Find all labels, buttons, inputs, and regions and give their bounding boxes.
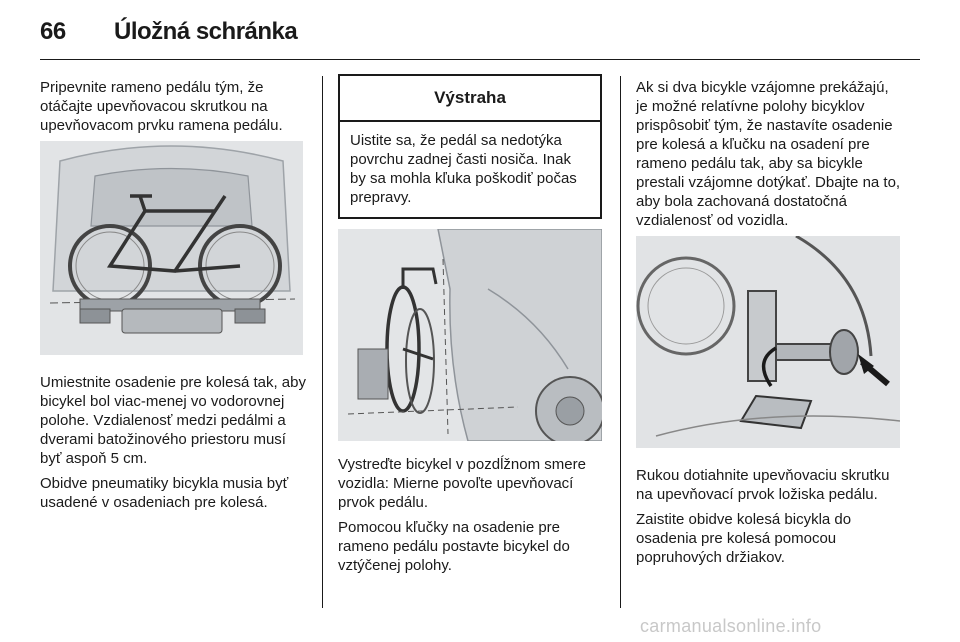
pedal-clamp-drawing <box>636 236 900 448</box>
bike-rear-view-drawing <box>40 141 303 355</box>
paragraph-center-bike: Vystreďte bicykel v pozdĺžnom smere vozidla: Mierne povoľte upevňovací prvok pedálu. <box>338 456 586 511</box>
column-2 <box>338 78 606 581</box>
page-header <box>40 18 920 50</box>
page-number: 66 <box>40 18 66 45</box>
paragraph-attach-pedal-arm: Pripevnite rameno pedálu tým, že otáčajte upevňovacou skrutkou na upevňovacom prvku ramena pedálu. <box>40 79 283 134</box>
paragraph-two-bikes-interfere: Ak si dva bicykle vzájomne prekážajú, je možné relatívne polohy bicyklov prispôsobiť tým, že nastavíte osadenie pre kolesá a kľučku na osadení pre rameno pedálu tak, aby sa bicykle prestali vzájomne dotýkať. Dbajte na to, aby bola zachovaná dostatočná vzdialenosť od vozidla. <box>636 79 901 229</box>
page-title: Úložná schránka <box>114 18 298 45</box>
header-divider <box>40 59 920 60</box>
warning-box <box>338 74 602 219</box>
warning-text: Uistite sa, že pedál sa nedotýka povrchu zadnej časti nosiča. Inak by sa mohla kľuka poškodiť počas prepravy. <box>350 132 577 206</box>
watermark: carmanualsonline.info <box>640 616 822 636</box>
illustration-bike-side-view <box>338 229 602 441</box>
paragraph-secure-wheels: Zaistite obidve kolesá bicykla do osadenia pre kolesá pomocou popruhových držiakov. <box>636 511 852 566</box>
paragraph-tyres-seated: Obidve pneumatiky bicykla musia byť usadené v osadeniach pre kolesá. <box>40 475 289 511</box>
column-3 <box>636 78 904 573</box>
warning-title: Výstraha <box>340 76 600 122</box>
bike-side-view-drawing <box>338 229 602 441</box>
column-1 <box>40 78 308 518</box>
column-divider-1 <box>322 76 323 608</box>
paragraph-upright-position: Pomocou kľučky na osadenie pre rameno pedálu postavte bicykel do vztýčenej polohy. <box>338 519 570 574</box>
paragraph-wheel-holder-position: Umiestnite osadenie pre kolesá tak, aby bicykel bol viac-menej vo vodorovnej polohe. Vzdialenosť medzi pedálmi a dverami batožinového priestoru musí byť aspoň 5 cm. <box>40 374 306 467</box>
illustration-pedal-clamp <box>636 236 900 448</box>
column-divider-2 <box>620 76 621 608</box>
paragraph-tighten-screw: Rukou dotiahnite upevňovaciu skrutku na upevňovací prvok ložiska pedálu. <box>636 467 890 503</box>
illustration-bike-on-carrier-rear <box>40 141 303 355</box>
